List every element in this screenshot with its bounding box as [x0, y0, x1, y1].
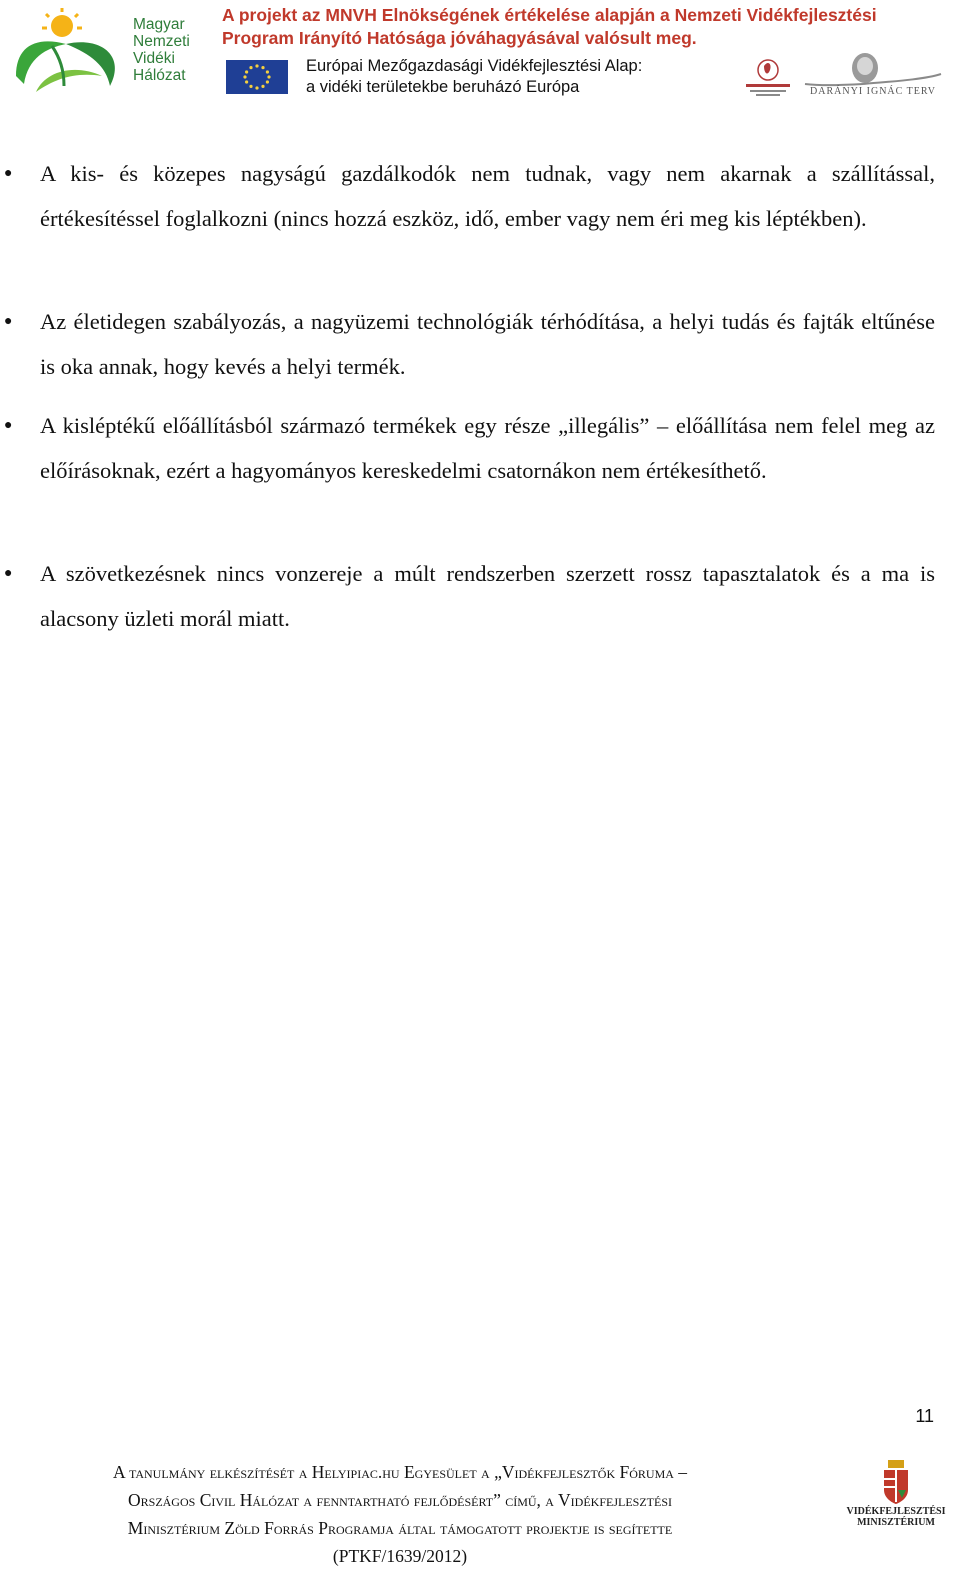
mnvh-logo-text	[133, 16, 190, 84]
bullet-icon: ●	[4, 418, 13, 433]
bullet-text: Az életidegen szabályozás, a nagyüzemi technológiák térhódítása, a helyi tudás és fajták eltűnése is oka annak, hogy kevés a helyi termék.	[40, 309, 935, 379]
uj-magyarorszag-logo-icon	[742, 56, 794, 98]
project-statement-line-1: A projekt az MNVH Elnökségének értékelése alapján a Nemzeti Vidékfejlesztési	[222, 5, 877, 25]
bullet-icon: ●	[4, 566, 13, 581]
logo-text-line: Magyar	[133, 16, 185, 33]
bullet-text: A szövetkezésnek nincs vonzereje a múlt rendszerben szerzett rossz tapasztalatok és a ma is alacsony üzleti morál miatt.	[40, 561, 935, 631]
bullet-text: A kisléptékű előállításból származó termékek egy része „illegális” – előállítása nem felel meg az előírásoknak, ezért a hagyományos kereskedelmi csatornákon nem értékesíthető.	[40, 413, 935, 483]
ministry-logo-text	[840, 1506, 952, 1528]
footer-line: (PTKF/1639/2012)	[332, 1546, 468, 1566]
ministry-text-line: VIDÉKFEJLESZTÉSI	[846, 1506, 946, 1517]
logo-text-line: Vidéki	[133, 50, 175, 67]
eu-flag-icon	[226, 60, 288, 94]
eu-fund-line-1: Európai Mezőgazdasági Vidékfejlesztési Alap:	[306, 57, 643, 75]
bullet-icon: ●	[4, 166, 13, 181]
daranyi-ignac-terv-text: DARÁNYI IGNÁC TERV	[810, 86, 936, 97]
ministry-text-line: MINISZTÉRIUM	[857, 1517, 935, 1528]
footer-line: Országos Civil Hálózat a fenntartható fejlődésért” című, a Vidékfejlesztési	[128, 1490, 672, 1510]
footer-line: Minisztérium Zöld Forrás Programja által támogatott projektje is segítette	[127, 1518, 673, 1538]
mnvh-logo-icon	[6, 6, 130, 94]
bullet-icon: ●	[4, 314, 13, 329]
bullet-text: A kis- és közepes nagyságú gazdálkodók nem tudnak, vagy nem akarnak a szállítással, értékesítéssel foglalkozni (nincs hozzá eszköz, idő, ember vagy nem éri meg kis léptékben).	[40, 161, 935, 231]
logo-text-line: Hálózat	[133, 67, 186, 84]
page-header	[0, 0, 960, 110]
logo-text-line: Nemzeti	[133, 33, 190, 50]
project-statement-line-2: Program Irányító Hatósága jóváhagyásával valósult meg.	[222, 28, 697, 48]
page-footer	[0, 1458, 800, 1570]
eu-fund-line-2: a vidéki területekbe beruházó Európa	[306, 78, 580, 96]
page-number: 11	[915, 1406, 934, 1426]
footer-line: A tanulmány elkészítését a Helyipiac.hu Egyesület a „Vidékfejlesztők Fóruma –	[112, 1462, 688, 1482]
